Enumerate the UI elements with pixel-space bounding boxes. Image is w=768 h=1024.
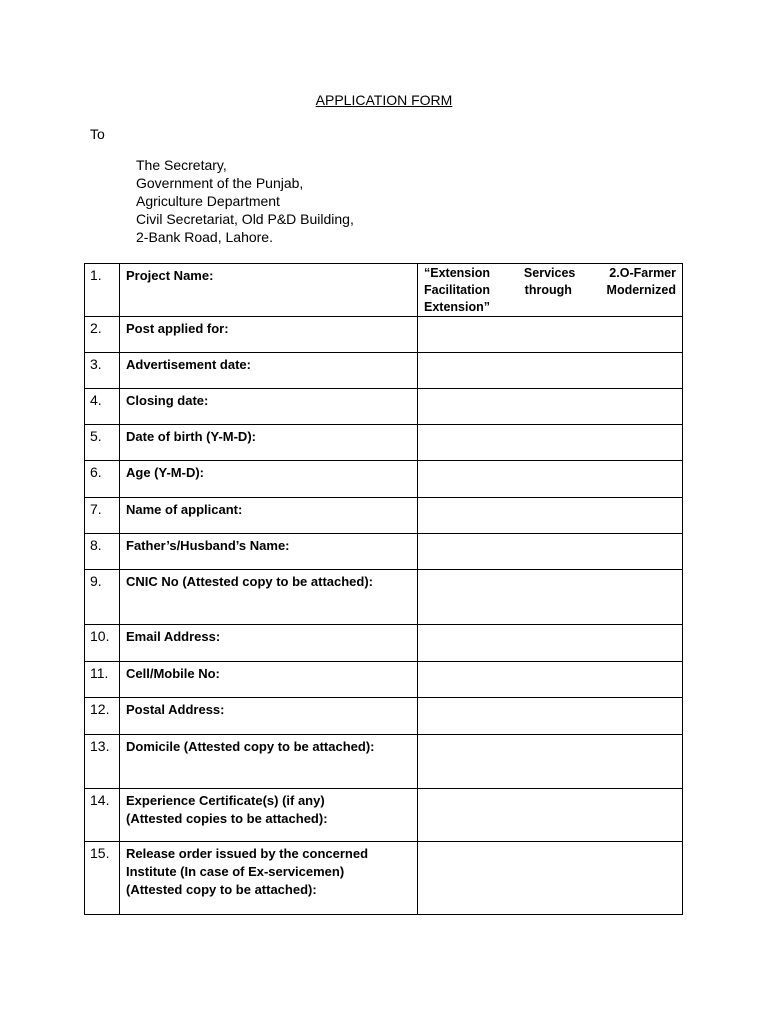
address-line: 2-Bank Road, Lahore.: [136, 229, 273, 245]
table-row: [85, 317, 683, 353]
project-name-line: Extension”: [424, 300, 490, 314]
project-name-value: [418, 264, 683, 317]
cnic-field[interactable]: [418, 570, 683, 625]
age-field[interactable]: [418, 461, 683, 498]
row-number: 13.: [85, 735, 120, 789]
application-table: [84, 263, 683, 915]
experience-label-line: (Attested copies to be attached):: [126, 811, 328, 826]
row-label-project-name: Project Name:: [120, 264, 418, 317]
row-number: 11.: [85, 662, 120, 698]
release-order-label-line: (Attested copy to be attached):: [126, 882, 317, 897]
table-row: [85, 789, 683, 842]
release-order-label-line: Release order issued by the concerned Institute (In case of Ex-servicemen): [126, 846, 369, 879]
row-label-closing-date: Closing date:: [120, 389, 418, 425]
address-line: Agriculture Department: [136, 193, 280, 209]
row-number: 8.: [85, 534, 120, 570]
table-row: [85, 498, 683, 534]
row-number: 14.: [85, 789, 120, 842]
mobile-field[interactable]: [418, 662, 683, 698]
row-number: 10.: [85, 625, 120, 662]
table-row: [85, 425, 683, 461]
row-label-release-order: [120, 842, 418, 915]
project-name-line: “Extension Services 2.O-Farmer: [424, 266, 676, 280]
addressee-to: To: [90, 126, 105, 142]
date-of-birth-field[interactable]: [418, 425, 683, 461]
row-number: 5.: [85, 425, 120, 461]
addressee-block: [136, 156, 354, 246]
row-number: 9.: [85, 570, 120, 625]
row-number: 1.: [85, 264, 120, 317]
postal-address-field[interactable]: [418, 698, 683, 735]
table-row: [85, 698, 683, 735]
row-label-advertisement-date: Advertisement date:: [120, 353, 418, 389]
form-title: APPLICATION FORM: [315, 92, 453, 108]
row-label-father-husband-name: Father’s/Husband’s Name:: [120, 534, 418, 570]
table-row: [85, 735, 683, 789]
table-row: [85, 662, 683, 698]
row-label-experience: [120, 789, 418, 842]
project-name-line: Facilitation through Modernized: [424, 283, 676, 297]
release-order-field[interactable]: [418, 842, 683, 915]
domicile-field[interactable]: [418, 735, 683, 789]
address-line: Government of the Punjab,: [136, 175, 304, 191]
table-row: [85, 353, 683, 389]
experience-field[interactable]: [418, 789, 683, 842]
address-line: Civil Secretariat, Old P&D Building,: [136, 211, 354, 227]
row-number: 2.: [85, 317, 120, 353]
row-number: 12.: [85, 698, 120, 735]
row-label-post-applied: Post applied for:: [120, 317, 418, 353]
address-line: The Secretary,: [136, 157, 227, 173]
father-husband-name-field[interactable]: [418, 534, 683, 570]
row-label-applicant-name: Name of applicant:: [120, 498, 418, 534]
row-number: 7.: [85, 498, 120, 534]
table-row: [85, 842, 683, 915]
row-label-domicile: Domicile (Attested copy to be attached):: [120, 735, 418, 789]
row-number: 4.: [85, 389, 120, 425]
applicant-name-field[interactable]: [418, 498, 683, 534]
row-label-mobile: Cell/Mobile No:: [120, 662, 418, 698]
advertisement-date-field[interactable]: [418, 353, 683, 389]
row-label-cnic: CNIC No (Attested copy to be attached):: [120, 570, 418, 625]
experience-label-line: Experience Certificate(s) (if any): [126, 793, 325, 808]
row-number: 15.: [85, 842, 120, 915]
closing-date-field[interactable]: [418, 389, 683, 425]
row-number: 6.: [85, 461, 120, 498]
row-label-email: Email Address:: [120, 625, 418, 662]
post-applied-field[interactable]: [418, 317, 683, 353]
table-row: [85, 534, 683, 570]
row-label-date-of-birth: Date of birth (Y-M-D):: [120, 425, 418, 461]
row-label-age: Age (Y-M-D):: [120, 461, 418, 498]
email-field[interactable]: [418, 625, 683, 662]
table-row: [85, 570, 683, 625]
table-row: [85, 461, 683, 498]
table-row: [85, 264, 683, 317]
row-number: 3.: [85, 353, 120, 389]
table-row: [85, 625, 683, 662]
table-row: [85, 389, 683, 425]
row-label-postal-address: Postal Address:: [120, 698, 418, 735]
